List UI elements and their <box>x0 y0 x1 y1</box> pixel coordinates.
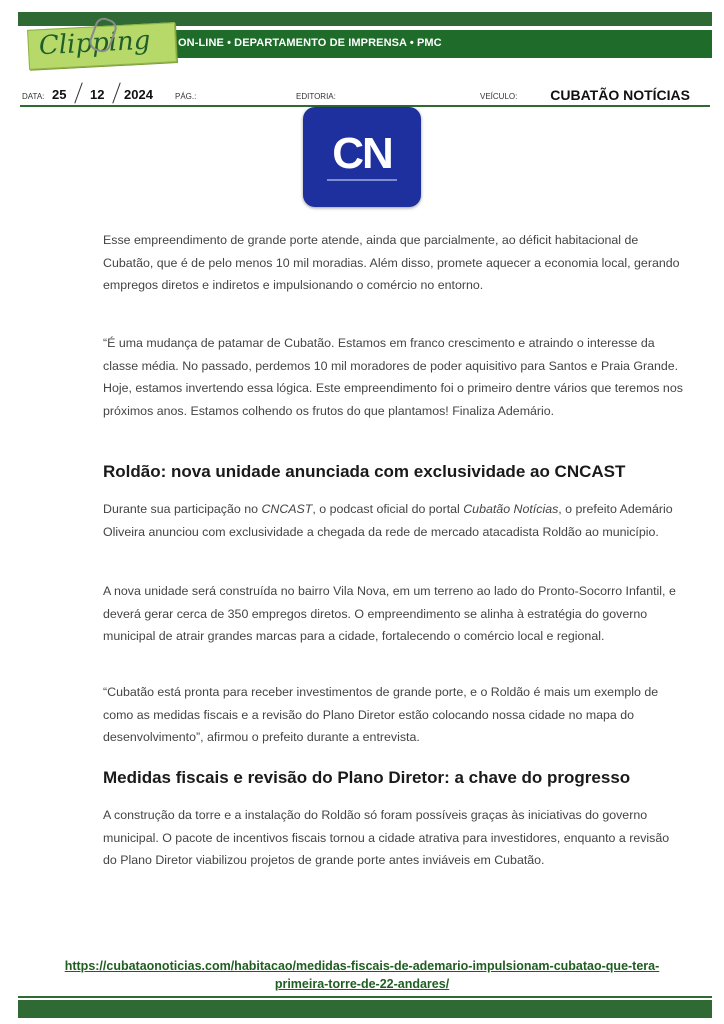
veiculo-value: CUBATÃO NOTÍCIAS <box>550 87 690 103</box>
text-run: , o podcast oficial do portal <box>312 502 464 516</box>
day-value: 25 <box>52 87 67 102</box>
pag-label: PÁG.: <box>175 92 197 101</box>
year-value: 2024 <box>124 87 153 102</box>
cncast-italic: CNCAST <box>261 502 313 516</box>
editoria-label: EDITORIA: <box>296 92 336 101</box>
section-heading-roldao: Roldão: nova unidade anunciada com exclusividade ao CNCAST <box>103 462 626 481</box>
cn-logo-text: CN <box>332 129 392 178</box>
date-slash <box>74 82 82 103</box>
header-subtitle: ON-LINE • DEPARTAMENTO DE IMPRENSA • PMC <box>178 37 442 49</box>
article-quote: “Cubatão está pronta para receber investimentos de grande porte, e o Roldão é mais um exemplo de como as medidas fiscais e a revisão do Plano Diretor estão colocando nossa cidade no mapa do desenvolvimento”, afirmou o prefeito durante a entrevista. <box>103 685 659 744</box>
article-quote: “É uma mudança de patamar de Cubatão. Estamos em franco crescimento e atraindo o interesse da classe média. No passado, perdemos 10 mil moradores de poder aquisitivo para Santos e Praia Grande. Hoje, estamos invertendo essa lógica. Este empreendimento foi o primeiro dentre vários que teremos nos próximos anos. Estamos colhendo os frutos do que plantamos! Finaliza Ademário. <box>103 336 683 418</box>
cn-logo <box>303 107 421 207</box>
meta-row <box>20 86 710 106</box>
month-value: 12 <box>90 87 105 102</box>
portal-italic: Cubatão Notícias <box>463 502 559 516</box>
clipping-badge-text: Clipping <box>38 25 152 62</box>
text-run: , o prefeito Ademário Oliveira anunciou com exclusividade a chegada da rede de mercado atacadista Roldão ao município. <box>103 502 673 539</box>
text-run: Durante sua participação no <box>103 502 262 516</box>
footer-line <box>18 996 712 998</box>
veiculo-label: VEÍCULO: <box>480 92 518 101</box>
date-slash <box>112 82 120 103</box>
section-heading-medidas: Medidas fiscais e revisão do Plano Diretor: a chave do progresso <box>103 768 631 787</box>
article-paragraph: A nova unidade será construída no bairro Vila Nova, em um terreno ao lado do Pronto-Socorro Infantil, e deverá gerar cerca de 350 empregos diretos. O empreendimento se alinha à estratégia do governo municipal de atrair grandes marcas para a cidade, fortalecendo o comércio local e regional. <box>103 584 676 643</box>
data-label: DATA: <box>22 92 45 101</box>
article-paragraph: Esse empreendimento de grande porte atende, ainda que parcialmente, ao déficit habitacional de Cubatão, que é de pelo menos 10 mil moradias. Além disso, promete aquecer a economia local, gerando empregos diretos e indiretos e impulsionando o comércio no entorno. <box>103 233 680 292</box>
article-paragraph: A construção da torre e a instalação do Roldão só foram possíveis graças às iniciativas do governo municipal. O pacote de incentivos fiscais tornou a cidade atrativa para investidores, enquanto a revisão do Plano Diretor viabilizou projetos de grande porte antes inviáveis em Cubatão. <box>103 808 670 867</box>
source-link[interactable]: https://cubataonoticias.com/habitacao/medidas-fiscais-de-ademario-impulsionam-cubatao-que-tera-primeira-torre-de-22-andares/ <box>64 959 660 991</box>
cn-logo-underline <box>327 179 397 181</box>
article-paragraph <box>103 498 683 543</box>
footer-bar <box>18 1000 712 1018</box>
